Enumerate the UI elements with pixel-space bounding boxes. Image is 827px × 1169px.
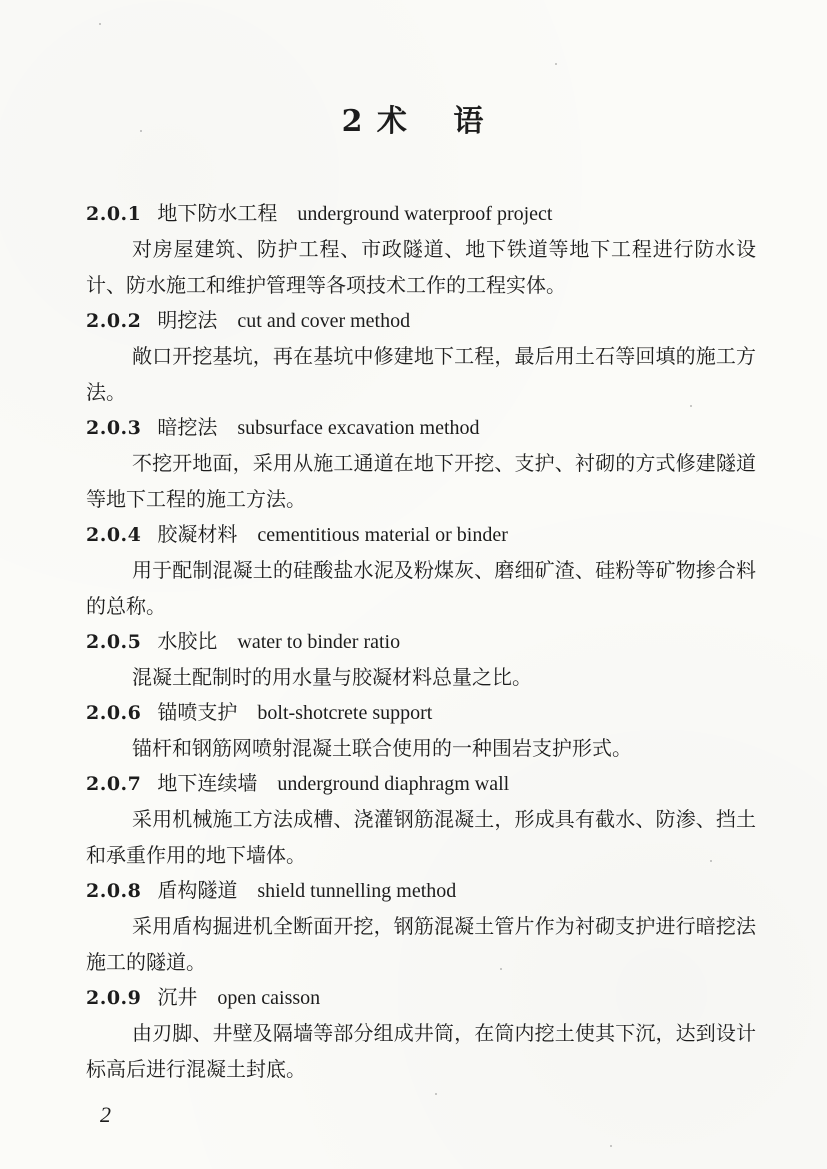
term-definition: 不挖开地面，采用从施工通道在地下开挖、支护、衬砌的方式修建隧道等地下工程的施工方法。 <box>86 451 756 511</box>
term-definition: 混凝土配制时的用水量与胶凝材料总量之比。 <box>132 665 532 689</box>
term-definition: 采用机械施工方法成槽、浇灌钢筋混凝土，形成具有截水、防渗、挡土和承重作用的地下墙体。 <box>86 807 756 867</box>
term-definition: 由刃脚、井壁及隔墙等部分组成井筒，在筒内挖土使其下沉，达到设计标高后进行混凝土封底。 <box>86 1021 756 1081</box>
term-entry <box>86 196 756 303</box>
term-definition: 锚杆和钢筋网喷射混凝土联合使用的一种围岩支护形式。 <box>132 736 632 760</box>
scan-speck <box>99 23 101 25</box>
term-definition: 敞口开挖基坑，再在基坑中修建地下工程，最后用土石等回填的施工方法。 <box>86 344 756 404</box>
term-chinese-name: 锚喷支护 <box>157 700 238 724</box>
term-english-name: cementitious material or binder <box>257 524 508 546</box>
term-english-name: water to binder ratio <box>237 631 401 653</box>
term-number: 2.0.4 <box>86 524 142 546</box>
page-number: 2 <box>100 1102 111 1127</box>
term-english-name: subsurface excavation method <box>237 417 480 439</box>
term-definition: 对房屋建筑、防护工程、市政隧道、地下铁道等地下工程进行防水设计、防水施工和维护管理等各项技术工作的工程实体。 <box>86 237 756 297</box>
term-heading <box>86 410 756 445</box>
term-english-name: underground waterproof project <box>297 203 553 225</box>
scan-speck <box>555 63 557 65</box>
scan-speck <box>690 405 692 407</box>
term-heading <box>86 624 756 659</box>
term-chinese-name: 明挖法 <box>157 308 218 332</box>
term-definition: 采用盾构掘进机全断面开挖，钢筋混凝土管片作为衬砌支护进行暗挖法施工的隧道。 <box>86 914 756 974</box>
term-heading <box>86 766 756 801</box>
term-heading <box>86 980 756 1015</box>
term-number: 2.0.9 <box>86 987 142 1009</box>
term-entry <box>86 695 756 766</box>
term-chinese-name: 胶凝材料 <box>157 522 238 546</box>
term-heading <box>86 873 756 908</box>
chapter-title: 2 术 语 <box>341 104 486 139</box>
term-entry <box>86 410 756 517</box>
term-list <box>86 196 756 1087</box>
term-number: 2.0.2 <box>86 310 142 332</box>
term-entry <box>86 980 756 1087</box>
term-chinese-name: 暗挖法 <box>157 415 218 439</box>
term-definition: 用于配制混凝土的硅酸盐水泥及粉煤灰、磨细矿渣、硅粉等矿物掺合料的总称。 <box>86 558 756 618</box>
term-number: 2.0.1 <box>86 203 142 225</box>
term-chinese-name: 地下连续墙 <box>157 771 258 795</box>
term-entry <box>86 303 756 410</box>
term-english-name: cut and cover method <box>237 310 411 332</box>
term-chinese-name: 地下防水工程 <box>157 201 278 225</box>
term-heading <box>86 517 756 552</box>
term-heading <box>86 196 756 231</box>
term-english-name: bolt-shotcrete support <box>257 702 433 724</box>
term-number: 2.0.8 <box>86 880 142 902</box>
scan-speck <box>140 130 142 132</box>
term-number: 2.0.7 <box>86 773 142 795</box>
scan-speck <box>610 1145 612 1147</box>
term-chinese-name: 沉井 <box>157 985 198 1009</box>
term-english-name: shield tunnelling method <box>257 880 457 902</box>
term-entry <box>86 624 756 695</box>
term-chinese-name: 盾构隧道 <box>157 878 238 902</box>
scan-speck <box>500 968 502 970</box>
term-heading <box>86 303 756 338</box>
term-number: 2.0.5 <box>86 631 142 653</box>
term-number: 2.0.6 <box>86 702 142 724</box>
term-english-name: open caisson <box>217 987 321 1009</box>
term-number: 2.0.3 <box>86 417 142 439</box>
term-heading <box>86 695 756 730</box>
term-chinese-name: 水胶比 <box>157 629 218 653</box>
term-entry <box>86 873 756 980</box>
term-entry <box>86 766 756 873</box>
scan-speck <box>710 860 712 862</box>
term-english-name: underground diaphragm wall <box>277 773 510 795</box>
term-entry <box>86 517 756 624</box>
scan-speck <box>435 1093 437 1095</box>
